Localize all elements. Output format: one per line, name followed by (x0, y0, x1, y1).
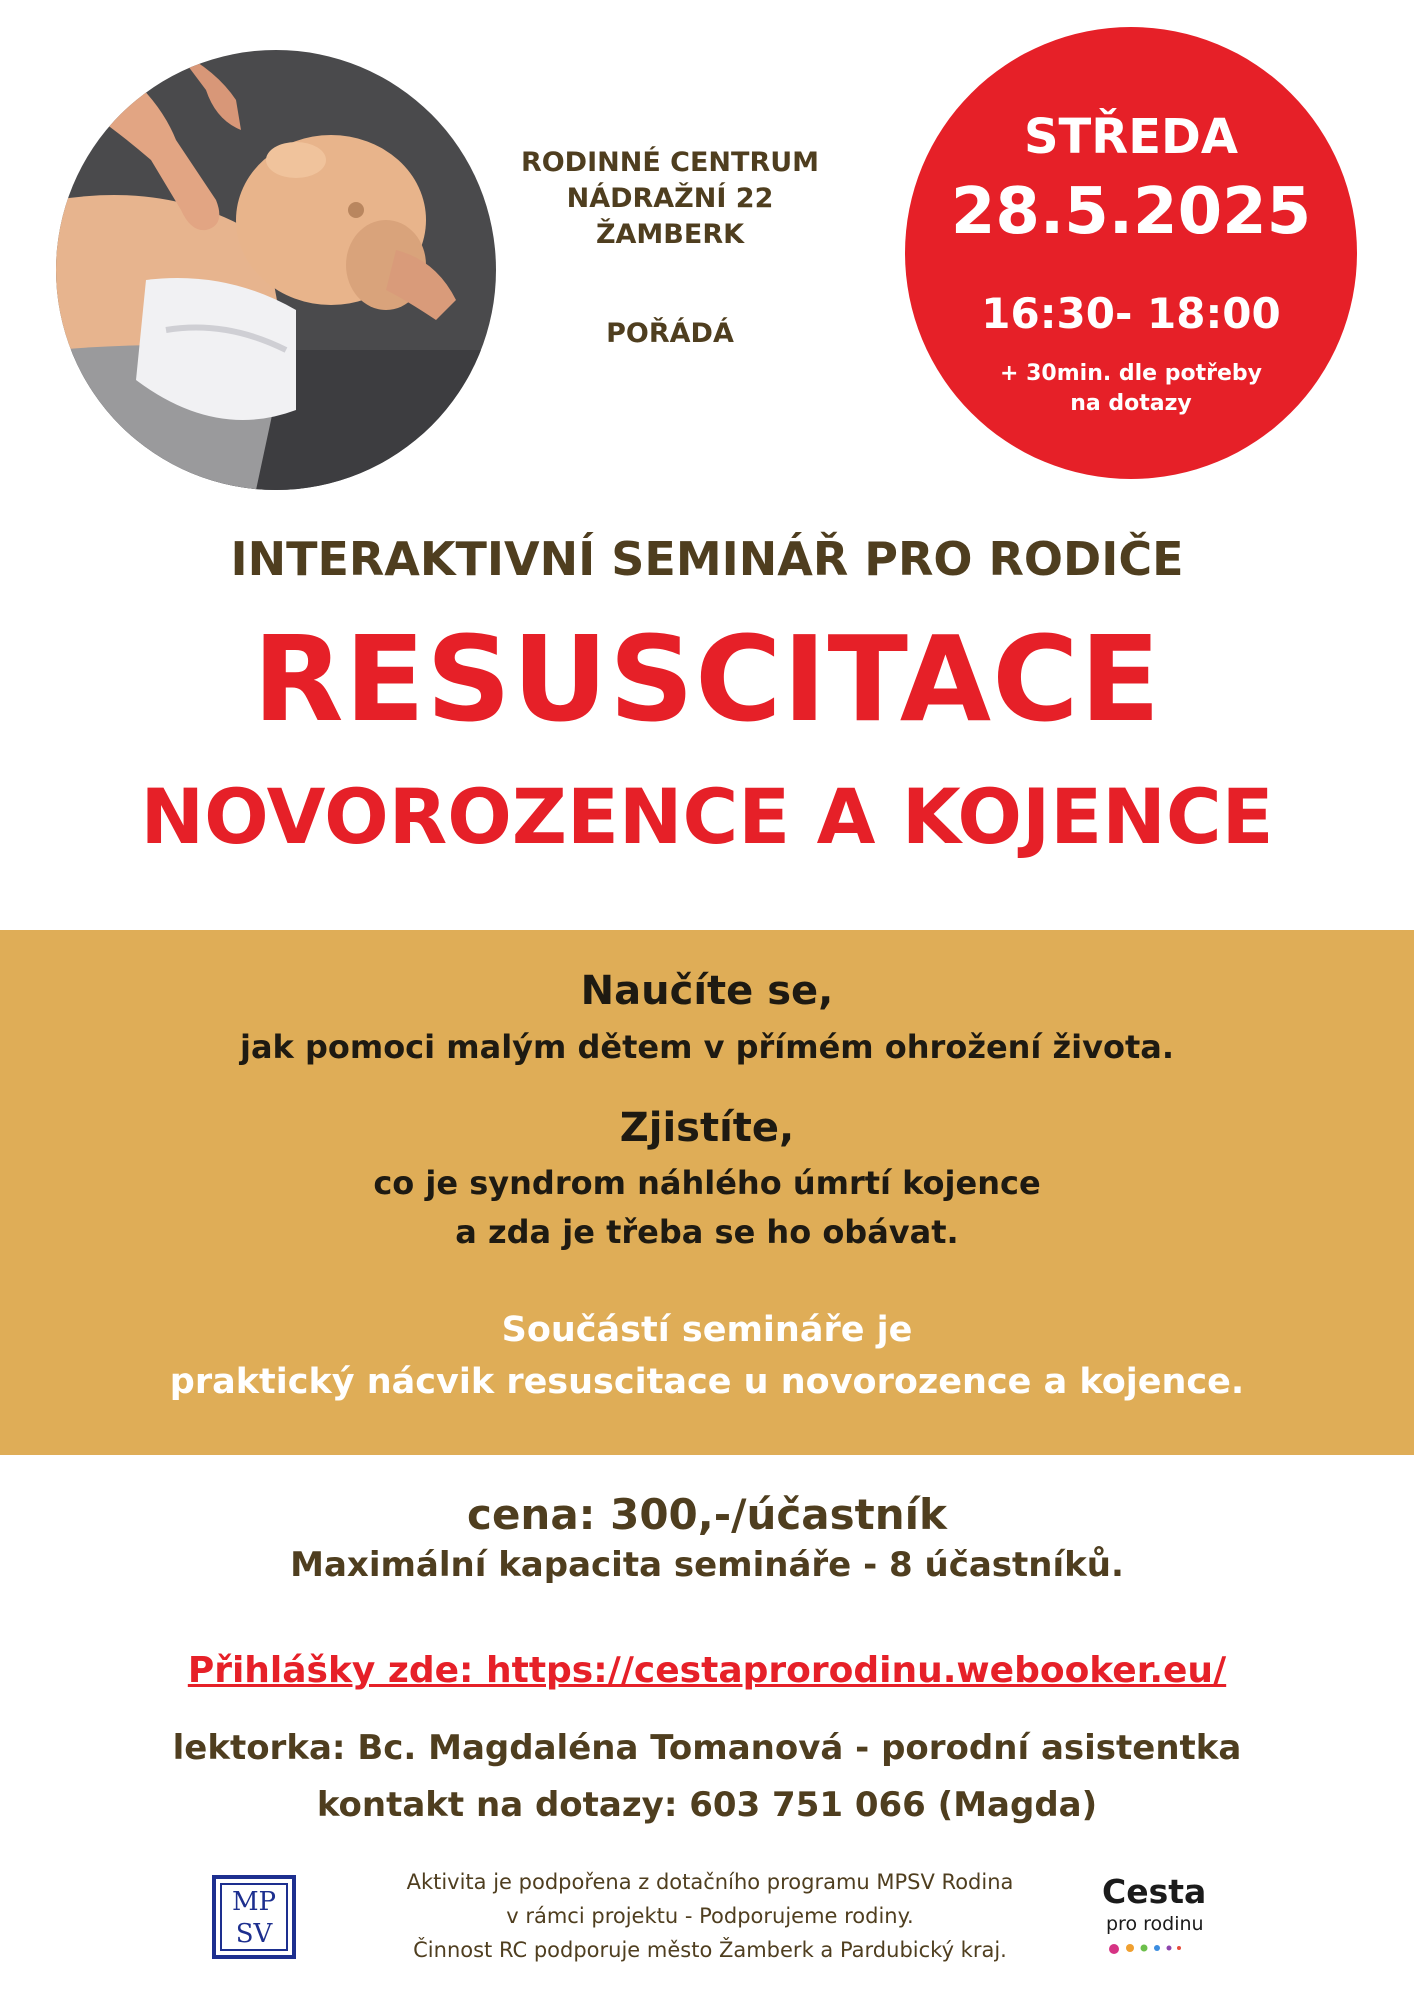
event-extra-line: na dotazy (1070, 391, 1192, 416)
organizer-line: RODINNÉ CENTRUM (520, 147, 820, 178)
mpsv-logo-bottom: SV (235, 1919, 273, 1949)
price-text: cena: 300,-/účastník (467, 1490, 947, 1539)
organizes-label: POŘÁDÁ (606, 318, 734, 349)
mpsv-logo-top: MP (231, 1887, 277, 1917)
info-band (0, 930, 1414, 1455)
organizer-line: ŽAMBERK (595, 219, 745, 250)
learn-text: jak pomoci malým dětem v přímém ohrožení života. (239, 1028, 1175, 1066)
mpsv-logo (212, 1875, 296, 1959)
find-heading: Zjistíte, (619, 1105, 795, 1151)
practice-text: Součástí semináře je (501, 1310, 913, 1350)
organizer-address (520, 145, 820, 253)
find-text: a zda je třeba se ho obávat. (455, 1213, 959, 1251)
seminar-title-secondary: NOVOROZENCE A KOJENCE (140, 772, 1274, 861)
lecturer-text: lektorka: Bc. Magdaléna Tomanová - porodní asistentka (172, 1728, 1242, 1768)
event-date: 28.5.2025 (950, 175, 1312, 249)
seminar-subtitle: INTERAKTIVNÍ SEMINÁŘ PRO RODIČE (230, 532, 1184, 586)
cesta-logo-word: Cesta (1102, 1872, 1207, 1911)
contact-text: kontakt na dotazy: 603 751 066 (Magda) (316, 1785, 1098, 1825)
registration-link[interactable]: Přihlášky zde: https://cestaprorodinu.webooker.eu/ (187, 1650, 1227, 1691)
find-text: co je syndrom náhlého úmrtí kojence (373, 1164, 1041, 1202)
cesta-logo-dots (1108, 1940, 1208, 1954)
footer-line: Aktivita je podpořena z dotačního programu MPSV Rodina (406, 1870, 1014, 1894)
footer-line: v rámci projektu - Podporujeme rodiny. (506, 1904, 914, 1928)
event-time: 16:30- 18:00 (981, 289, 1281, 338)
practice-text: praktický nácvik resuscitace u novorozence a kojence. (169, 1362, 1245, 1402)
seminar-title: RESUSCITACE (252, 610, 1162, 748)
capacity-text: Maximální kapacita semináře - 8 účastníků. (290, 1545, 1124, 1585)
cpr-photo (56, 50, 496, 490)
organizer-line: NÁDRAŽNÍ 22 (566, 183, 774, 214)
event-extra-line: + 30min. dle potřeby (1000, 361, 1262, 386)
event-day: STŘEDA (1023, 109, 1239, 165)
date-badge (905, 27, 1357, 479)
footer-line: Činnost RC podporuje město Žamberk a Pardubický kraj. (413, 1938, 1007, 1962)
cesta-logo-sub: pro rodinu (1106, 1913, 1204, 1935)
learn-heading: Naučíte se, (580, 968, 834, 1014)
